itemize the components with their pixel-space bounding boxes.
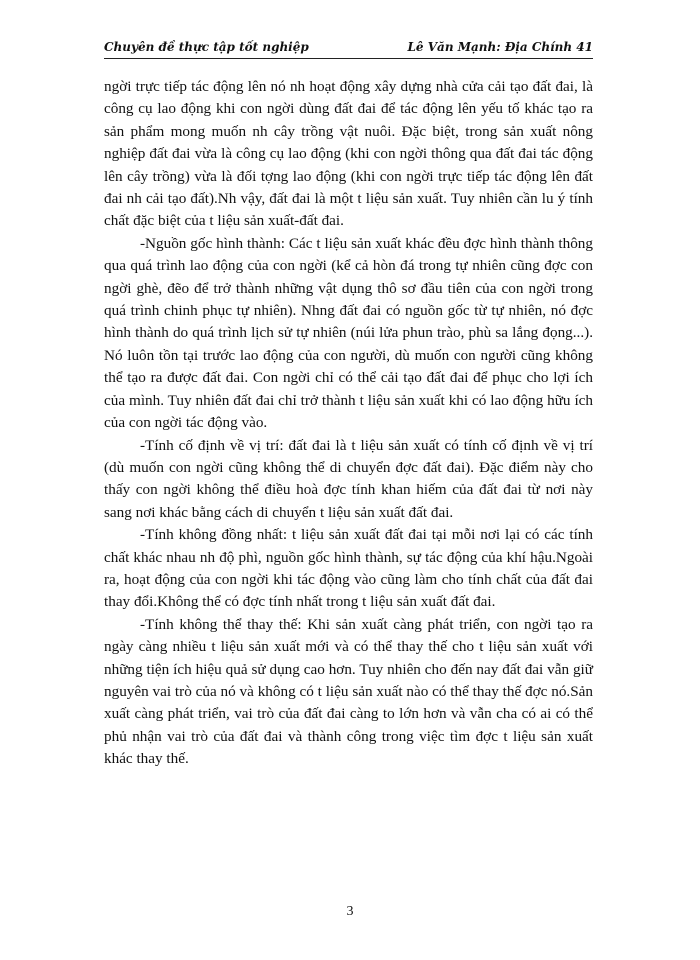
document-body	[104, 76, 593, 771]
page-number: 3	[346, 904, 354, 919]
paragraph-origin: -Nguồn gốc hình thành: Các t liệu sản xuất khác đều đợc hình thành thông qua quá trình lao động của con ngời (kể cả hòn đá trong tự nhiên cũng đợc con ngời ghè, đẽo để trở thành những vật dụng thô sơ đầu tiên của con ngời trong quá trình chinh phục tự nhiên). Nhng đất đai có nguồn gốc từ tự nhiên, nó đợc hình thành do quá trình lịch sử tự nhiên (núi lửa phun trào, phù sa lắng đọng...). Nó luôn tồn tại trước lao động của con người, dù muốn con người cũng không thể tạo ra được đất đai. Con ngời chỉ có thể cải tạo đất đai để phục cho lợi ích của mình. Tuy nhiên đất đai chỉ trở thành t liệu sản xuất khi có lao động hữu ích của con ngời tác động vào.	[104, 234, 593, 432]
page-header	[104, 36, 593, 59]
header-document-title: Chuyên đề thực tập tốt nghiệp	[104, 40, 309, 54]
paragraph-continuation: ngời trực tiếp tác động lên nó nh hoạt động xây dựng nhà cửa cải tạo đất đai, là công cụ lao động khi con ngời dùng đất đai để tác động lên yếu tố khác tạo ra sản phẩm mong muốn nh cây trồng vật nuôi. Đặc biệt, trong sản xuất nông nghiệp đất đai vừa là công cụ lao động (khi con ngời thông qua đất đai tác động lên cây trồng) vừa là đối tợng lao động (khi con ngời trực tiếp tác động lên đất đai nh cải tạo đất).Nh vậy, đất đai là một t liệu sản xuất. Tuy nhiên cần lu ý tính chất đặc biệt của t liệu sản xuất-đất đai.	[104, 78, 593, 230]
paragraph-irreplaceability: -Tính không thể thay thế: Khi sản xuất càng phát triển, con ngời tạo ra ngày càng nhiều t liệu sản xuất mới và có thể thay thế cho t liệu sản xuất với những tiện ích hiệu quả sử dụng cao hơn. Tuy nhiên cho đến nay đất đai vẫn giữ nguyên vai trò của nó và không có t liệu sản xuất nào có thể thay thế đợc nó.Sản xuất càng phát triển, vai trò của đất đai càng to lớn hơn và vẫn cha có ai có thể phủ nhận vai trò của đất đai và thành công trong việc tìm đợc t liệu sản xuất khác thay thế.	[104, 615, 593, 768]
paragraph-fixed-location: -Tính cố định về vị trí: đất đai là t liệu sản xuất có tính cố định về vị trí (dù muốn con ngời cũng không thể di chuyển đợc đất đai). Đặc điểm này cho thấy con ngời không thể điều hoà đợc tính khan hiếm của đất đai từ nơi này sang nơi khác bằng cách di chuyển t liệu sản xuất đất đai.	[104, 436, 593, 521]
header-author: Lê Văn Mạnh: Địa Chính 41	[407, 40, 593, 54]
paragraph-heterogeneity: -Tính không đồng nhất: t liệu sản xuất đất đai tại mỗi nơi lại có các tính chất khác nhau nh độ phì, nguồn gốc hình thành, sự tác động của khí hậu.Ngoài ra, hoạt động của con ngời khi tác động vào cũng làm cho tính chất của đất đai thay đổi.Không thể có đợc tính nhất trong t liệu sản xuất đất đai.	[104, 526, 593, 611]
